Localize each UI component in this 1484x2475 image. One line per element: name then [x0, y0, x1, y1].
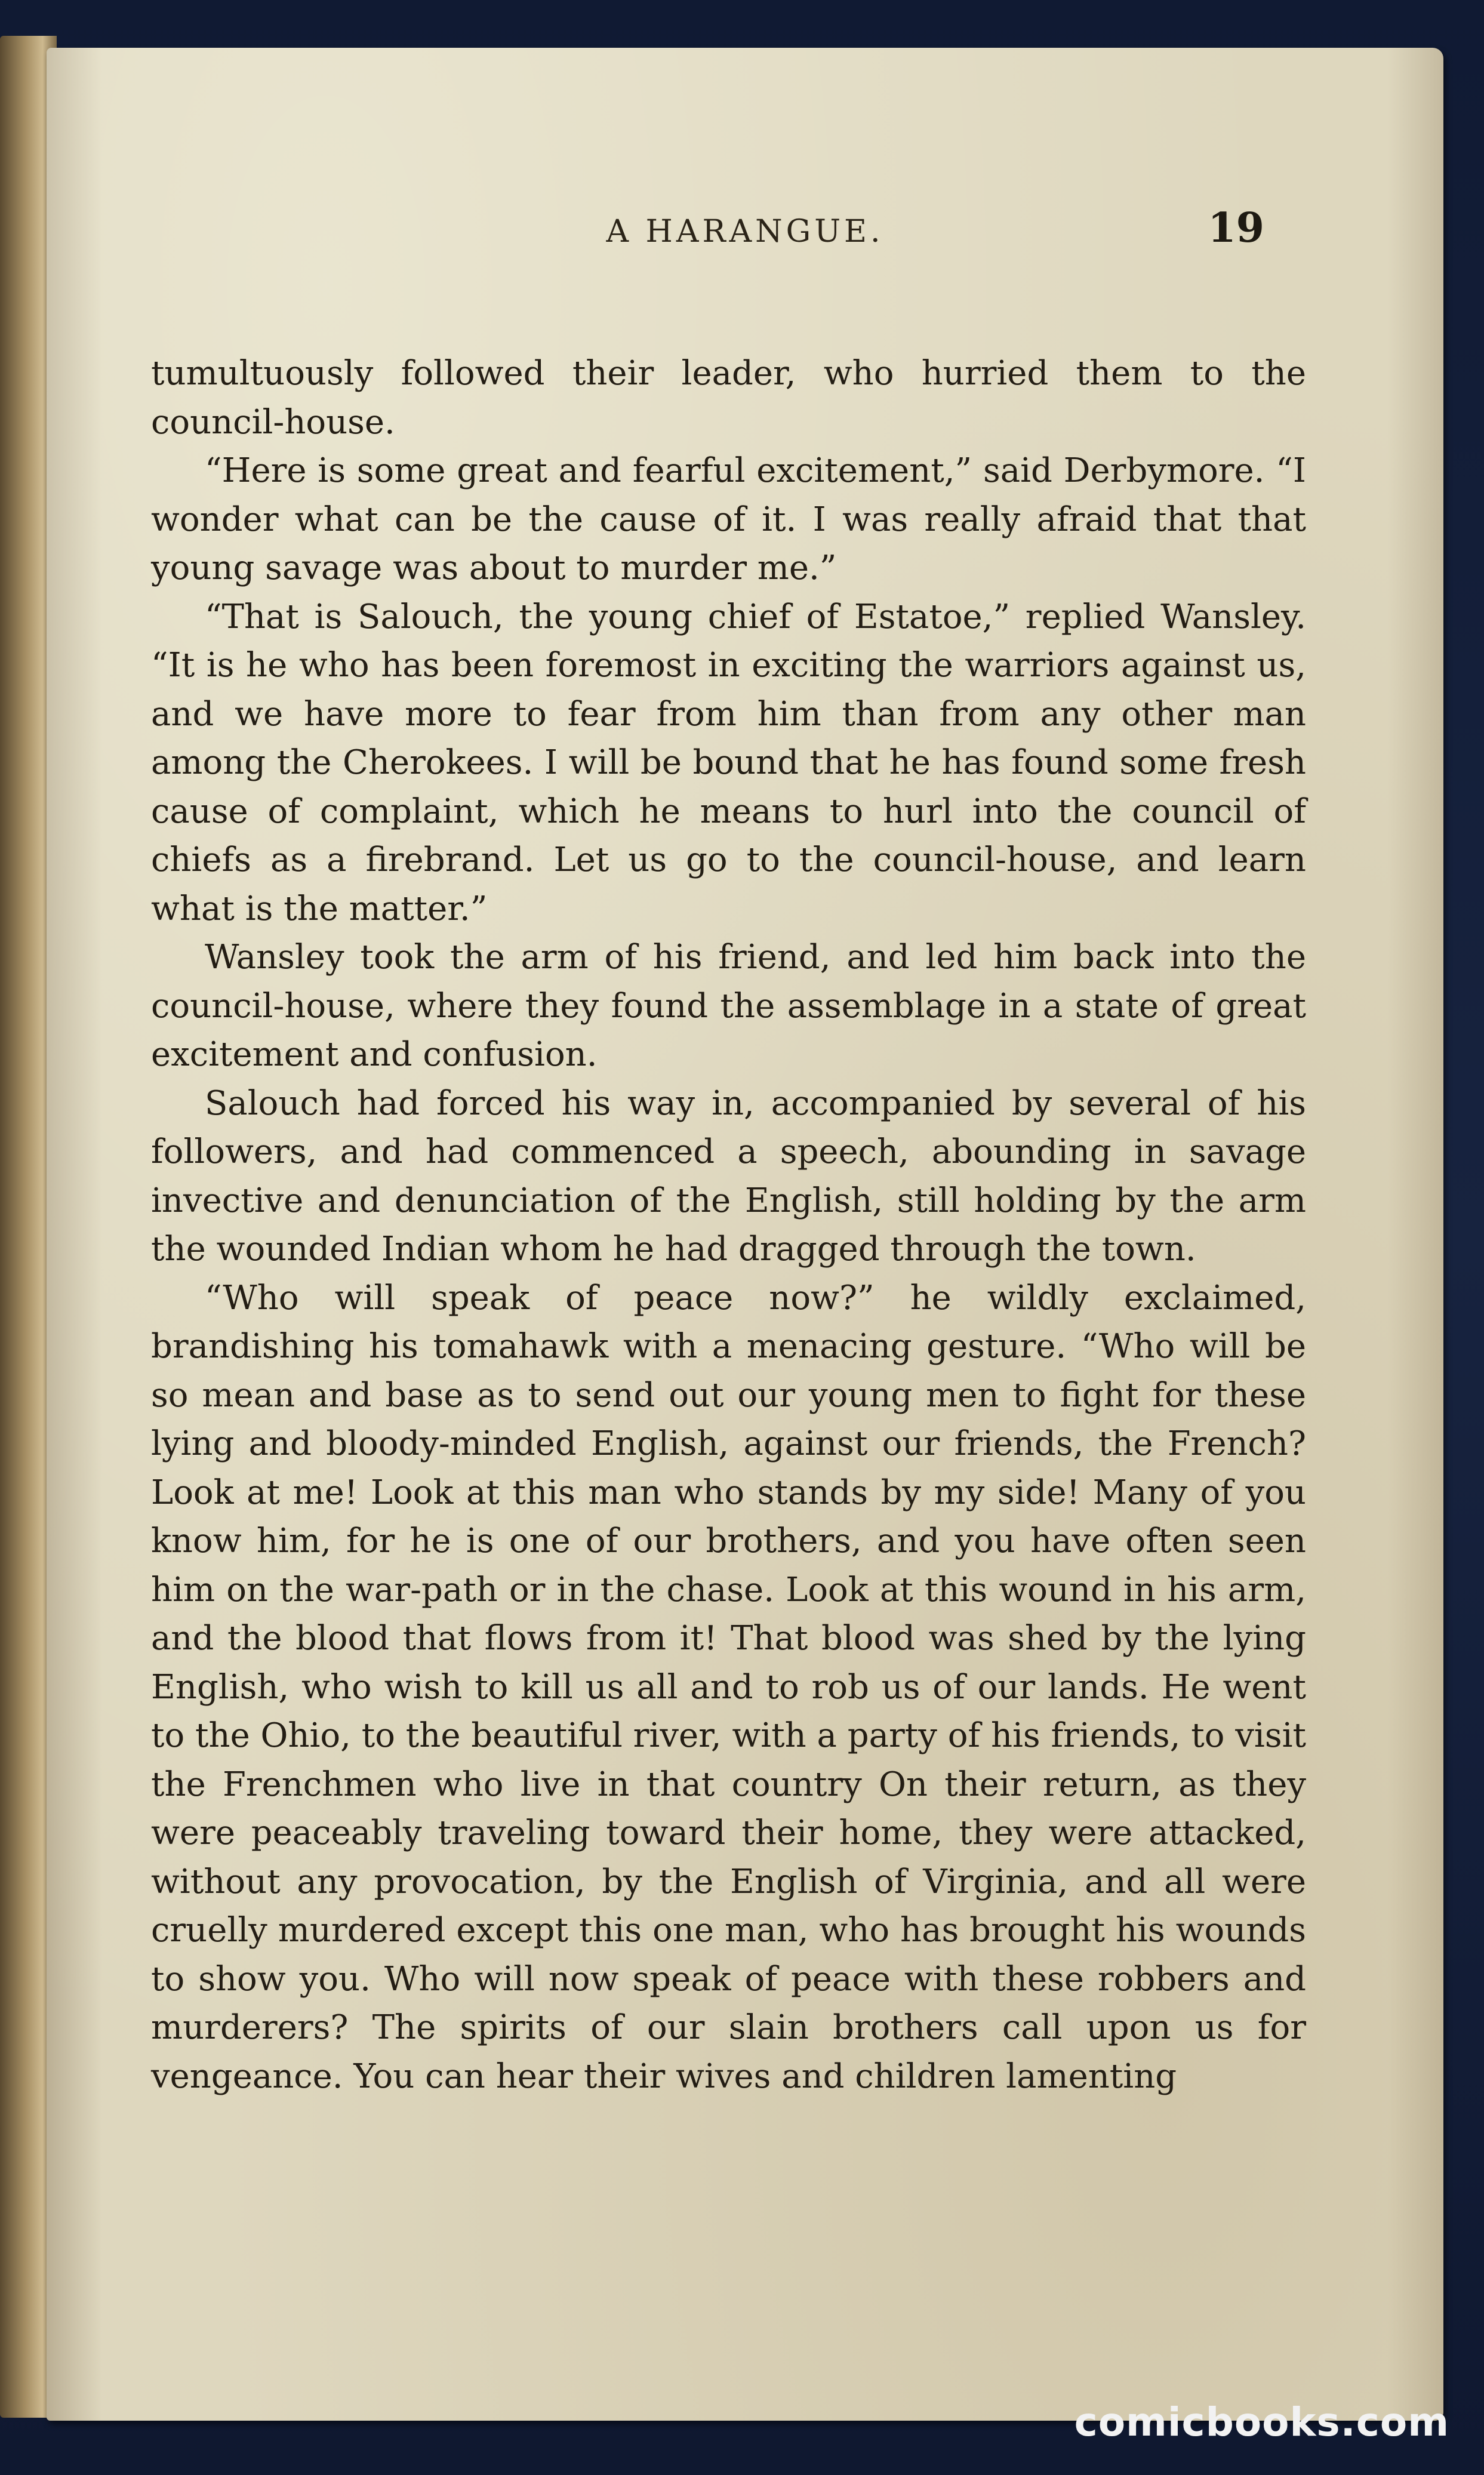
paragraph: Salouch had forced his way in, accompanied by several of his followers, and had commenced a speech, abounding in savage invective and denunciation of the English, still holding by the arm the wounded Indian whom he had dragged through the town.: [151, 1083, 1306, 1269]
book-page: [47, 48, 1443, 2421]
paragraph: “Here is some great and fearful excitement,” said Derbymore. “I wonder what can be the cause of it. I was really afraid that that young savage was about to murder me.”: [151, 451, 1306, 587]
paragraph: tumultuously followed their leader, who hurried them to the council-house.: [151, 354, 1306, 442]
paragraph: Wansley took the arm of his friend, and led him back into the council-house, where they found the assemblage in a state of great excitement and confusion.: [151, 938, 1306, 1074]
running-title: A HARANGUE.: [606, 214, 884, 250]
body-text: [151, 349, 1306, 2101]
watermark: comicbooks.com: [1074, 2399, 1449, 2445]
page-number: 19: [1208, 204, 1264, 252]
paragraph: “Who will speak of peace now?” he wildly exclaimed, brandishing his tomahawk with a menacing gesture. “Who will be so mean and base as to send out our young men to fight for these lying and bloody-minded English, against our friends, the French? Look at me! Look at this man who stands by my side! Many of you know him, for he is one of our brothers, and you have often seen him on the war-path or in the chase. Look at this wound in his arm, and the blood that flows from it! That blood was shed by the lying English, who wish to kill us all and to rob us of our lands. He went to the Ohio, to the beautiful river, with a party of his friends, to visit the Frenchmen who live in that country On their return, as they were peaceably traveling toward their home, they were attacked, without any provocation, by the English of Virginia, and all were cruelly murdered except this one man, who has brought his wounds to show you. Who will now speak of peace with these robbers and murderers? The spirits of our slain brothers call upon us for vengeance. You can hear their wives and children lamenting: [151, 1278, 1306, 2096]
paragraph: “That is Salouch, the young chief of Estatoe,” replied Wansley. “It is he who has been foremost in exciting the warriors against us, and we have more to fear from him than from any other man among the Cherokees. I will be bound that he has found some fresh cause of complaint, which he means to hurl into the council of chiefs as a firebrand. Let us go to the council-house, and learn what is the matter.”: [151, 597, 1306, 928]
running-header: [47, 204, 1443, 258]
